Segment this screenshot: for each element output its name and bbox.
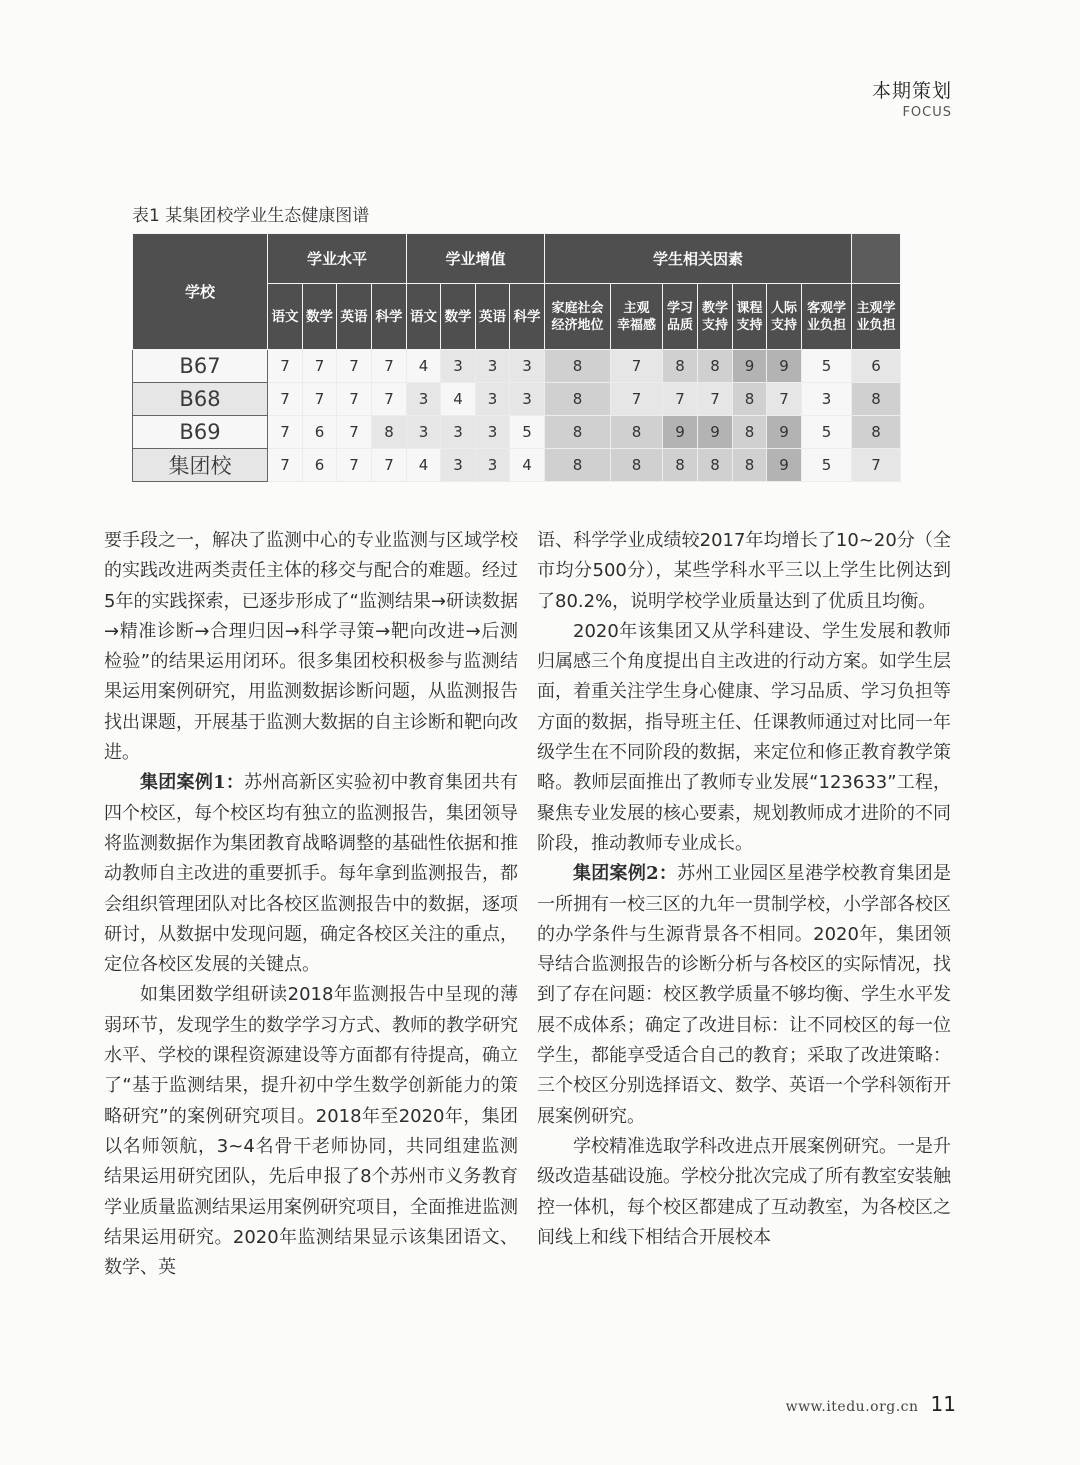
score-cell: 5 [802,350,852,383]
score-cell: 7 [268,416,303,449]
table-row [133,416,901,449]
paragraph-text: 如集团数学组研读2018年监测报告中呈现的薄弱环节，发现学生的数学学习方式、教师的教学研究水平、学校的课程资源建设等方面都有待提高，确立了“基于监测结果，提升初中学生数学创新能力的策略研究”的案例研究项目。2018年至2020年，集团以名师领航，3~4名骨干老师协同，共同组建监测结果运用研究团队，先后申报了8个苏州市义务教育学业质量监测结果运用案例研究项目，全面推进监测结果运用研究。2020年监测结果显示该集团语文、数学、英 [104,984,518,1279]
left-column [104,526,518,1283]
paragraph [537,1132,951,1253]
value-subject-header: 语文 [407,284,441,350]
paragraph-text: 苏州高新区实验初中教育集团共有四个校区，每个校区均有独立的监测报告，集团领导将监测数据作为集团教育战略调整的基础性依据和推动教师自主改进的重要抓手。每年拿到监测报告，都会组织管理团队对比各校区监测报告中的数据，逐项研讨，从数据中发现问题，确定各校区关注的重点，定位各校区发展的关键点。 [104,772,518,976]
score-cell: 3 [441,416,476,449]
level-subject-header: 数学 [303,284,337,350]
score-cell: 9 [767,350,802,383]
table-row [133,383,901,416]
right-column [537,526,951,1253]
factor-header-line: 经济地位 [551,317,604,333]
table-body [133,350,901,482]
factor-header [545,284,611,350]
section-subtitle: FOCUS [902,105,952,120]
factor-header [802,284,852,350]
score-cell: 7 [611,383,663,416]
group-factors-header: 学生相关因素 [545,234,852,284]
score-cell: 3 [407,383,441,416]
score-cell: 5 [802,449,852,482]
score-cell: 8 [663,350,698,383]
footer-website[interactable]: www.itedu.org.cn [785,1399,919,1415]
school-name-cell: B67 [133,350,268,383]
score-cell: 4 [407,350,441,383]
paragraph [104,980,518,1283]
case-lead: 集团案例2： [573,863,678,885]
score-cell: 7 [372,350,407,383]
score-cell: 8 [852,416,901,449]
score-cell: 3 [476,449,510,482]
score-cell: 9 [733,350,767,383]
level-subject-header: 英语 [337,284,372,350]
score-cell: 7 [268,350,303,383]
factor-header [733,284,767,350]
score-cell: 7 [337,383,372,416]
score-cell: 8 [733,383,767,416]
score-cell: 8 [698,350,733,383]
factor-header-line: 客观学 [806,300,846,316]
paragraph-text: 学校精准选取学科改进点开展案例研究。一是升级改造基础设施。学校分批次完成了所有教室安装触控一体机，每个校区都建成了互动教室，为各校区之间线上和线下相结合开展校本 [537,1135,951,1248]
score-cell: 3 [510,350,545,383]
factor-header [663,284,698,350]
paragraph [537,526,951,617]
score-cell: 6 [303,449,337,482]
score-cell: 8 [698,449,733,482]
score-cell: 7 [303,383,337,416]
factor-header-line: 业负担 [856,317,896,333]
paragraph [104,526,518,768]
paragraph-text: 要手段之一，解决了监测中心的专业监测与区域学校的实践改进两类责任主体的移交与配合的难题。经过5年的实践探索，已逐步形成了“监测结果→研读数据→精准诊断→合理归因→科学寻策→靶向改进→后测检验”的结果运用闭环。很多集团校积极参与监测结果运用案例研究，用监测数据诊断问题，从监测报告找出课题，开展基于监测大数据的自主诊断和靶向改进。 [104,530,518,764]
school-column-header: 学校 [133,234,268,350]
level-subject-header: 科学 [372,284,407,350]
factor-header-line: 支持 [701,317,728,333]
school-name-cell: 集团校 [133,449,268,482]
school-name-cell: B68 [133,383,268,416]
health-map-table [132,233,901,482]
score-cell: 8 [611,416,663,449]
score-cell: 8 [852,383,901,416]
score-cell: 7 [268,383,303,416]
level-subject-header: 语文 [268,284,303,350]
page-footer [786,1392,956,1416]
page-number: 11 [930,1392,956,1416]
paragraph-text: 2020年该集团又从学科建设、学生发展和教师归属感三个角度提出自主改进的行动方案。如学生层面，着重关注学生身心健康、学习品质、学习负担等方面的数据，指导班主任、任课教师通过对比同一年级学生在不同阶段的数据，来定位和修正教育教学策略。教师层面推出了教师专业发展“123633”工程，聚焦专业发展的核心要素，规划教师成才进阶的不同阶段，推动教师专业成长。 [537,620,951,854]
factor-header [611,284,663,350]
score-cell: 8 [372,416,407,449]
score-cell: 9 [698,416,733,449]
school-name-cell: B69 [133,416,268,449]
table-row [133,350,901,383]
factor-header-line: 学习 [666,300,693,316]
score-cell: 8 [545,449,611,482]
factor-header-line: 品质 [666,317,693,333]
score-cell: 3 [441,449,476,482]
table-caption: 表1 某集团校学业生态健康图谱 [132,206,370,226]
factor-header-line: 主观 [623,300,650,316]
header-spacer [852,234,901,284]
score-cell: 7 [698,383,733,416]
score-cell: 7 [372,449,407,482]
factor-header-line: 主观学 [856,300,896,316]
score-cell: 8 [733,449,767,482]
score-cell: 7 [767,383,802,416]
score-cell: 7 [372,383,407,416]
paragraph [537,617,951,859]
score-cell: 3 [802,383,852,416]
factor-header [852,284,901,350]
value-subject-header: 数学 [441,284,476,350]
section-header [872,76,952,120]
score-cell: 7 [663,383,698,416]
score-cell: 3 [476,350,510,383]
factor-header-line: 教学 [701,300,728,316]
paragraph [537,859,951,1132]
score-cell: 8 [663,449,698,482]
score-cell: 7 [303,350,337,383]
score-cell: 4 [441,383,476,416]
score-cell: 7 [337,350,372,383]
score-cell: 8 [545,383,611,416]
score-cell: 7 [611,350,663,383]
score-cell: 6 [303,416,337,449]
factor-header-line: 课程 [736,300,763,316]
factor-header-line: 支持 [770,317,797,333]
score-cell: 3 [407,416,441,449]
score-cell: 4 [407,449,441,482]
score-cell: 7 [337,449,372,482]
case-lead: 集团案例1： [140,772,245,794]
score-cell: 5 [802,416,852,449]
score-cell: 7 [852,449,901,482]
group-value-header: 学业增值 [407,234,545,284]
score-cell: 8 [611,449,663,482]
factor-header-line: 人际 [770,300,797,316]
score-cell: 3 [476,416,510,449]
score-cell: 9 [767,449,802,482]
factor-header-line: 支持 [736,317,763,333]
score-cell: 7 [268,449,303,482]
score-cell: 6 [852,350,901,383]
score-cell: 8 [733,416,767,449]
factor-header-line: 家庭社会 [551,300,604,316]
score-cell: 3 [441,350,476,383]
group-level-header: 学业水平 [268,234,407,284]
score-cell: 3 [510,383,545,416]
score-cell: 5 [510,416,545,449]
score-cell: 8 [545,416,611,449]
table-row [133,449,901,482]
score-cell: 4 [510,449,545,482]
score-cell: 8 [545,350,611,383]
score-cell: 9 [767,416,802,449]
section-title: 本期策划 [871,80,952,102]
score-cell: 3 [476,383,510,416]
paragraph-text: 语、科学学业成绩较2017年均增长了10~20分（全市均分500分），某些学科水平三以上学生比例达到了80.2%，说明学校学业质量达到了优质且均衡。 [537,530,951,612]
paragraph-text: 苏州工业园区星港学校教育集团是一所拥有一校三区的九年一贯制学校，小学部各校区的办学条件与生源背景各不相同。2020年，集团领导结合监测报告的诊断分析与各校区的实际情况，找到了存在问题：校区教学质量不够均衡、学生水平发展不成体系；确定了改进目标：让不同校区的每一位学生，都能享受适合自己的教育；采取了改进策略：三个校区分别选择语文、数学、英语一个学科领衔开展案例研究。 [537,863,951,1127]
value-subject-header: 英语 [476,284,510,350]
factor-header-line: 业负担 [806,317,846,333]
factor-header-line: 幸福感 [616,317,656,333]
paragraph [104,768,518,980]
factor-header [767,284,802,350]
factor-header [698,284,733,350]
score-cell: 9 [663,416,698,449]
score-cell: 7 [337,416,372,449]
value-subject-header: 科学 [510,284,545,350]
